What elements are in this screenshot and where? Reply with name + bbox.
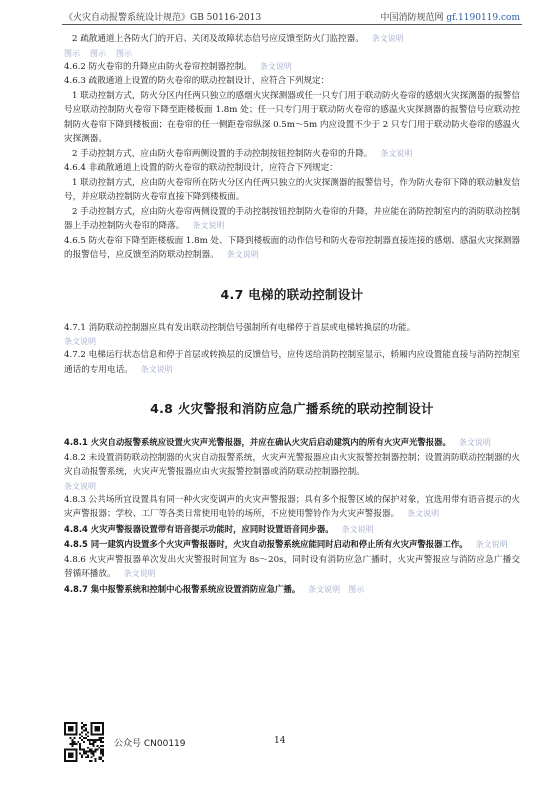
clause-paragraph (64, 537, 520, 553)
explanation-link[interactable]: 条文说明 (475, 540, 508, 549)
explanation-link[interactable]: 条文说明 (341, 524, 374, 534)
page-number: 14 (274, 736, 286, 746)
diagram-link[interactable]: 图示 (116, 48, 132, 58)
page-footer (64, 722, 520, 766)
clause-paragraph (64, 205, 520, 234)
clause-text: 1 联动控制方式，防火分区内任两只独立的感烟火灾探测器或任一只专门用于联动防火卷帘的感烟火灾探测器的报警信号应联动控制防火卷帘下降至距楼板面 1.8m 处；任一只专门用于联动防火卷帘的感温火灾探测器的报警信号应联动控制防火卷帘下降到楼板面；在卷帘的任一侧距卷帘纵深 0.5m～5m 内应设置不少于 2 只专门用于联动防火卷帘的感温火灾探测器。 (64, 90, 520, 144)
section-4-8-body (64, 435, 520, 597)
clause-text: 4.7.1 消防联动控制器应具有发出联动控制信号强制所有电梯停于首层或电梯转换层的功能。 (64, 322, 416, 333)
explanation-link[interactable]: 条文说明 (308, 584, 341, 594)
explanation-link[interactable]: 条文说明 (226, 250, 259, 259)
clause-paragraph (64, 451, 520, 480)
explanation-link[interactable]: 条文说明 (458, 438, 491, 447)
clause-text: 2 疏散通道上各防火门的开启、关闭及故障状态信号应反馈至防火门监控器。 (72, 34, 364, 44)
link-row (64, 480, 520, 493)
clause-text: 4.6.5 防火卷帘下降至距楼板面 1.8m 处、下降到楼板面的动作信号和防火卷帘控制器直接连接的感烟、感温火灾探测器的报警信号，应反馈至消防联动控制器。 (64, 235, 520, 260)
clause-paragraph (64, 493, 520, 522)
clause-paragraph (64, 32, 520, 47)
clause-text: 4.8.6 火灾声警报器单次发出火灾警报时间宜为 8s～20s，同时设有消防应急广播时，火灾声警报应与消防应急广播交替循环播放。 (64, 554, 520, 579)
clause-paragraph (64, 60, 520, 75)
explanation-link[interactable]: 条文说明 (380, 148, 413, 158)
clause-text: 4.8.5 同一建筑内设置多个火灾声警报器时，火灾自动报警系统应能同时启动和停止所有火灾声警报器工作。 (64, 539, 468, 549)
clause-text: 4.6.4 非疏散通道上设置的防火卷帘的联动控制设计，应符合下列规定： (64, 163, 338, 173)
document-body (64, 32, 520, 597)
clause-paragraph (64, 234, 520, 263)
link-row (64, 47, 520, 60)
header-site-url[interactable]: gf.1190119.com (446, 13, 520, 23)
section-title-4-8: 4.8 火灾警报和消防应急广播系统的联动控制设计 (150, 401, 434, 416)
diagram-link[interactable]: 图示 (64, 48, 80, 58)
clause-paragraph (64, 147, 520, 162)
explanation-link[interactable]: 条文说明 (371, 34, 404, 43)
section-46-continued (64, 32, 520, 263)
clause-paragraph (64, 348, 520, 377)
clause-text: 4.8.4 火灾声警报器设置带有语音提示功能时，应同时设置语音同步器。 (64, 523, 334, 534)
header-doc-title: 《火灾自动报警系统设计规范》GB 50116-2013 (64, 13, 262, 23)
explanation-link[interactable]: 条文说明 (192, 221, 225, 230)
clause-text: 4.8.3 公共场所宜设置具有同一种火灾变调声的火灾声警报器；具有多个报警区域的保护对象，宜选用带有语音提示的火灾声警报器；学校、工厂等各类日常使用电铃的场所，不应使用警铃作为火灾声警报器。 (64, 494, 520, 519)
clause-text: 4.6.3 疏散通道上设置的防火卷帘的联动控制设计，应符合下列规定： (64, 76, 330, 86)
link-row (64, 335, 520, 348)
header-rule (62, 24, 522, 25)
clause-paragraph (64, 553, 520, 582)
diagram-link[interactable]: 图示 (348, 584, 365, 594)
explanation-link[interactable]: 条文说明 (64, 481, 96, 491)
clause-text: 4.7.2 电梯运行状态信息和停于首层或转换层的反馈信号，应传送给消防控制室显示，轿厢内应设置能直接与消防控制室通话的专用电话。 (64, 350, 520, 375)
header-site-name: 中国消防规范网 (380, 13, 444, 23)
clause-text: 4.8.7 集中报警系统和控制中心报警系统应设置消防应急广播。 (64, 583, 301, 594)
explanation-link[interactable]: 条文说明 (407, 509, 440, 518)
footer-account-label: 公众号 CN00119 (114, 739, 186, 749)
clause-text: 4.6.2 防火卷帘的升降应由防火卷帘控制器控制。 (64, 61, 252, 72)
header-site[interactable] (381, 10, 520, 23)
section-title-4-7: 4.7 电梯的联动控制设计 (220, 286, 364, 302)
clause-text: 2 手动控制方式，应由防火卷帘两侧设置的手动控制按钮控制防火卷帘的升降。 (72, 148, 373, 159)
explanation-link[interactable]: 条文说明 (140, 364, 173, 374)
clause-paragraph (64, 74, 520, 89)
clause-paragraph (64, 522, 520, 538)
clause-paragraph (64, 582, 520, 598)
clause-text: 2 手动控制方式，应由防火卷帘两侧设置的手动控制按钮控制防火卷帘的升降，并应能在消防控制室内的消防联动控制器上手动控制防火卷帘的降落。 (64, 206, 520, 231)
section-4-7-body (64, 321, 520, 378)
clause-paragraph (64, 435, 520, 451)
clause-paragraph (64, 321, 520, 336)
clause-text: 4.8.1 火灾自动报警系统应设置火灾声光警报器，并应在确认火灾后启动建筑内的所有火灾声光警报器。 (64, 437, 451, 447)
clause-text: 4.8.2 未设置消防联动控制器的火灾自动报警系统，火灾声光警报器应由火灾报警控制器控制；设置消防联动控制器的火灾自动报警系统，火灾声光警报器应由火灾报警控制器或消防联动控制器控制。 (64, 452, 520, 477)
diagram-link[interactable]: 图示 (90, 48, 106, 58)
clause-paragraph (64, 161, 520, 176)
explanation-link[interactable]: 条文说明 (259, 61, 292, 71)
explanation-link[interactable]: 条文说明 (123, 569, 156, 578)
clause-paragraph (64, 176, 520, 205)
qr-code-icon (64, 722, 104, 762)
clause-text: 1 联动控制方式，应由防火卷帘所在防火分区内任两只独立的火灾探测器的报警信号，作为防火卷帘下降的联动触发信号，并应联动控制防火卷帘直接下降到楼板面。 (64, 177, 520, 202)
explanation-link[interactable]: 条文说明 (64, 337, 96, 346)
clause-paragraph (64, 89, 520, 147)
